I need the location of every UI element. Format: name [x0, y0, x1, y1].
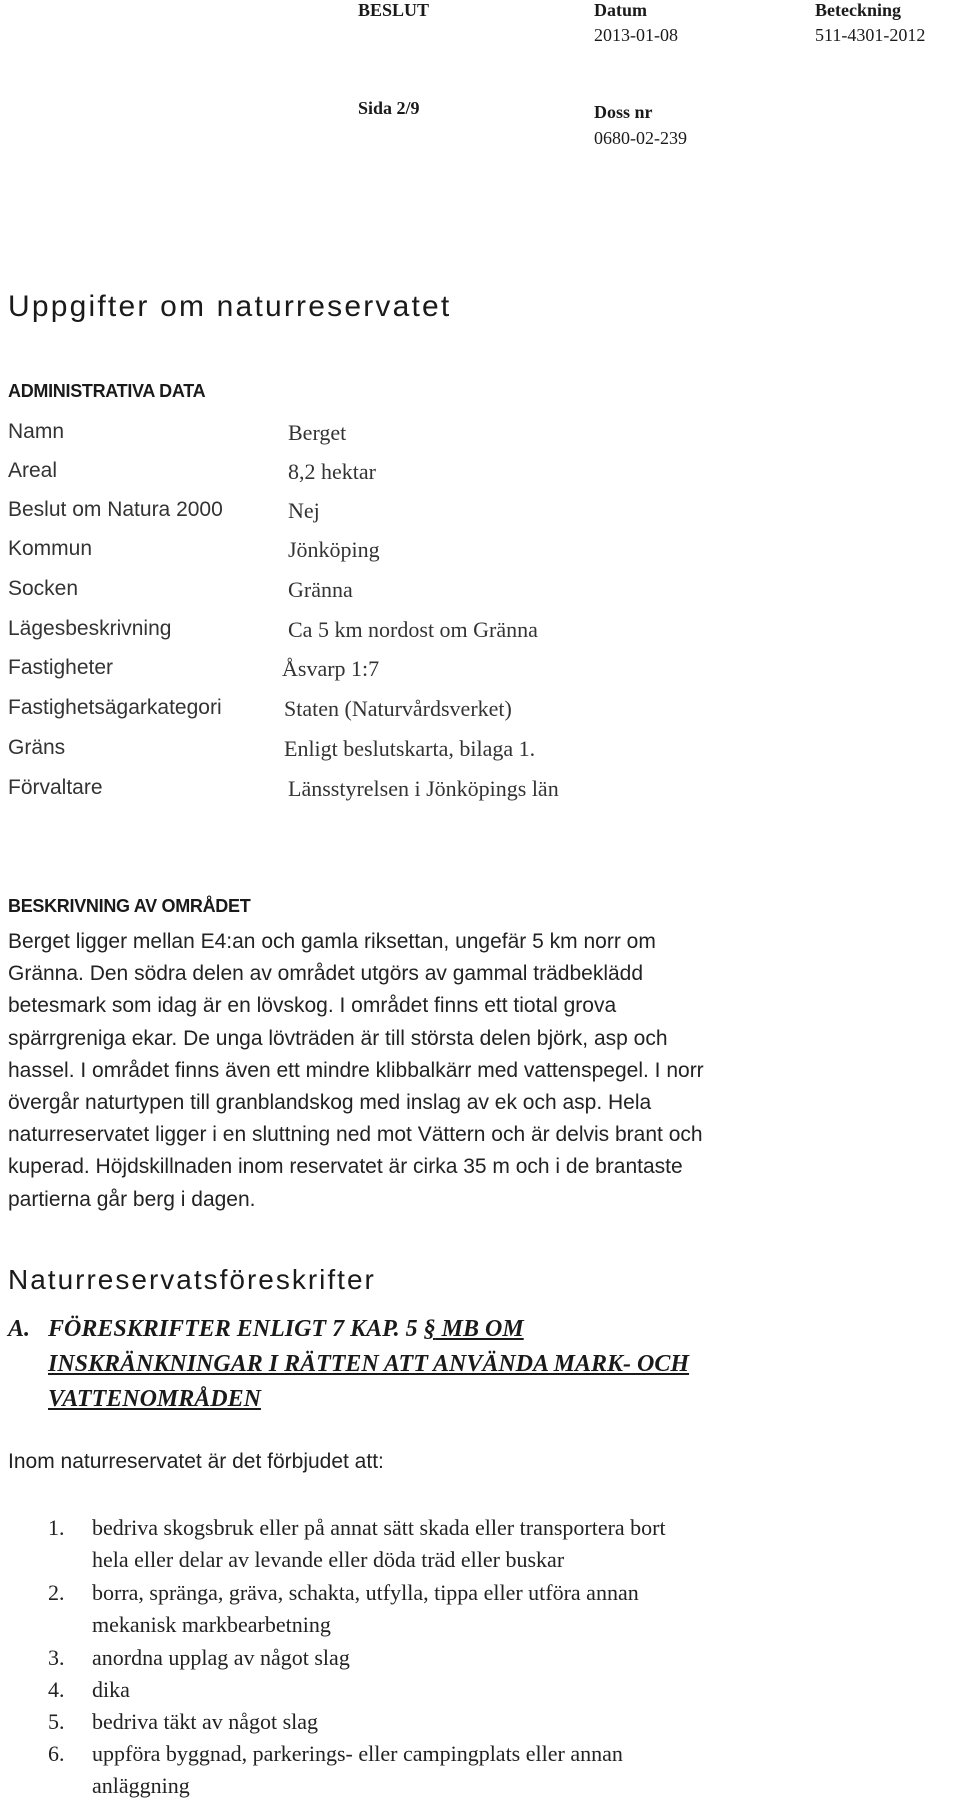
description-line: kuperad. Höjdskillnaden inom reservatet är cirka 35 m och i de brantaste [8, 1155, 683, 1179]
dossier-value: 0680-02-239 [594, 128, 687, 148]
list-item [48, 1738, 908, 1802]
section-letter: A. [8, 1316, 31, 1342]
list-line: mekanisk markbearbetning [92, 1612, 331, 1637]
description-line: Gränna. Den södra delen av området utgörs av gammal trädbeklädd [8, 962, 644, 986]
designation-value: 511-4301-2012 [815, 25, 926, 45]
list-line: anordna upplag av något slag [92, 1645, 350, 1670]
section-title [48, 1312, 689, 1417]
page-number: Sida 2/9 [358, 98, 420, 118]
list-item [48, 1577, 908, 1641]
list-number: 1. [48, 1515, 65, 1540]
list-number: 4. [48, 1677, 65, 1702]
list-number: 5. [48, 1709, 65, 1734]
admin-row [8, 776, 928, 812]
admin-label: Namn [8, 420, 65, 443]
admin-heading: ADMINISTRATIVA DATA [8, 381, 206, 401]
list-number: 6. [48, 1741, 65, 1766]
decision-label: BESLUT [358, 0, 430, 20]
admin-row [8, 537, 928, 573]
admin-row [8, 656, 928, 692]
list-number: 2. [48, 1580, 65, 1605]
list-line: borra, spränga, gräva, schakta, utfylla, tippa eller utföra annan [92, 1580, 639, 1605]
list-text [92, 1706, 912, 1738]
admin-label: Gräns [8, 736, 66, 759]
section-title-line3: VATTENOMRÅDEN [48, 1386, 261, 1412]
description-heading: BESKRIVNING AV OMRÅDET [8, 896, 251, 916]
description-body [8, 926, 908, 1216]
admin-row [8, 696, 928, 732]
description-line: betesmark som idag är en lövskog. I området finns ett tiotal grova [8, 994, 617, 1018]
list-item [48, 1512, 908, 1576]
dossier-label: Doss nr [594, 102, 653, 122]
list-text [92, 1577, 912, 1641]
list-item [48, 1706, 908, 1738]
admin-label: Kommun [8, 537, 93, 560]
admin-value: Staten (Naturvårdsverket) [284, 696, 512, 721]
admin-row [8, 498, 928, 534]
admin-row [8, 617, 928, 653]
section-title-line1-post: MB OM [435, 1316, 524, 1342]
section-title-line1-pre: FÖRESKRIFTER ENLIGT 7 KAP. 5 [48, 1316, 424, 1342]
admin-row [8, 420, 928, 456]
admin-value: Ca 5 km nordost om Gränna [288, 617, 538, 642]
admin-row [8, 736, 928, 772]
admin-value: Länsstyrelsen i Jönköpings län [288, 776, 559, 801]
admin-row [8, 577, 928, 613]
list-text [92, 1738, 912, 1802]
admin-label: Förvaltare [8, 776, 103, 799]
list-item [48, 1642, 908, 1674]
list-line: dika [92, 1677, 130, 1702]
admin-value: Nej [288, 498, 320, 523]
description-line: spärrgreniga ekar. De unga lövträden är till största delen björk, asp och [8, 1026, 668, 1050]
admin-value: Gränna [288, 577, 353, 602]
admin-label: Areal [8, 459, 58, 482]
list-text [92, 1642, 912, 1674]
admin-value: 8,2 hektar [288, 459, 376, 484]
admin-label: Fastighetsägarkategori [8, 696, 222, 719]
list-text [92, 1674, 912, 1706]
designation-label: Beteckning [815, 0, 902, 20]
admin-label: Fastigheter [8, 656, 114, 679]
list-line: anläggning [92, 1773, 190, 1798]
admin-label: Lägesbeskrivning [8, 617, 172, 640]
date-label: Datum [594, 0, 647, 20]
list-line: bedriva skogsbruk eller på annat sätt skada eller transportera bort [92, 1515, 666, 1540]
section-title-line2: INSKRÄNKNINGAR I RÄTTEN ATT ANVÄNDA MARK- OCH [48, 1351, 690, 1377]
description-line: naturreservatet ligger i en sluttning ned mot Vättern och är delvis brant och [8, 1123, 703, 1147]
admin-label: Socken [8, 577, 79, 600]
admin-value: Åsvarp 1:7 [282, 656, 380, 681]
description-line: partierna går berg i dagen. [8, 1187, 256, 1211]
admin-value: Enligt beslutskarta, bilaga 1. [284, 736, 536, 761]
description-line: övergår naturtypen till granblandskog med inslag av ek och asp. Hela [8, 1091, 652, 1115]
regulations-intro: Inom naturreservatet är det förbjudet att: [8, 1450, 384, 1473]
admin-label: Beslut om Natura 2000 [8, 498, 223, 521]
list-item [48, 1674, 908, 1706]
list-text [92, 1512, 912, 1576]
section-title-symbol: § [423, 1316, 436, 1342]
admin-row [8, 459, 928, 495]
list-line: hela eller delar av levande eller döda träd eller buskar [92, 1547, 565, 1572]
list-line: bedriva täkt av något slag [92, 1709, 319, 1734]
description-line: Berget ligger mellan E4:an och gamla riksettan, ungefär 5 km norr om [8, 930, 656, 953]
list-line: uppföra byggnad, parkerings- eller campingplats eller annan [92, 1741, 623, 1766]
description-line: hassel. I området finns även ett mindre klibbalkärr med vattenspegel. I norr [8, 1058, 704, 1082]
list-number: 3. [48, 1645, 65, 1670]
admin-value: Jönköping [288, 537, 380, 562]
admin-value: Berget [288, 420, 347, 445]
regulations-heading: Naturreservatsföreskrifter [8, 1264, 376, 1295]
date-value: 2013-01-08 [594, 25, 678, 45]
page-title: Uppgifter om naturreservatet [8, 290, 452, 323]
